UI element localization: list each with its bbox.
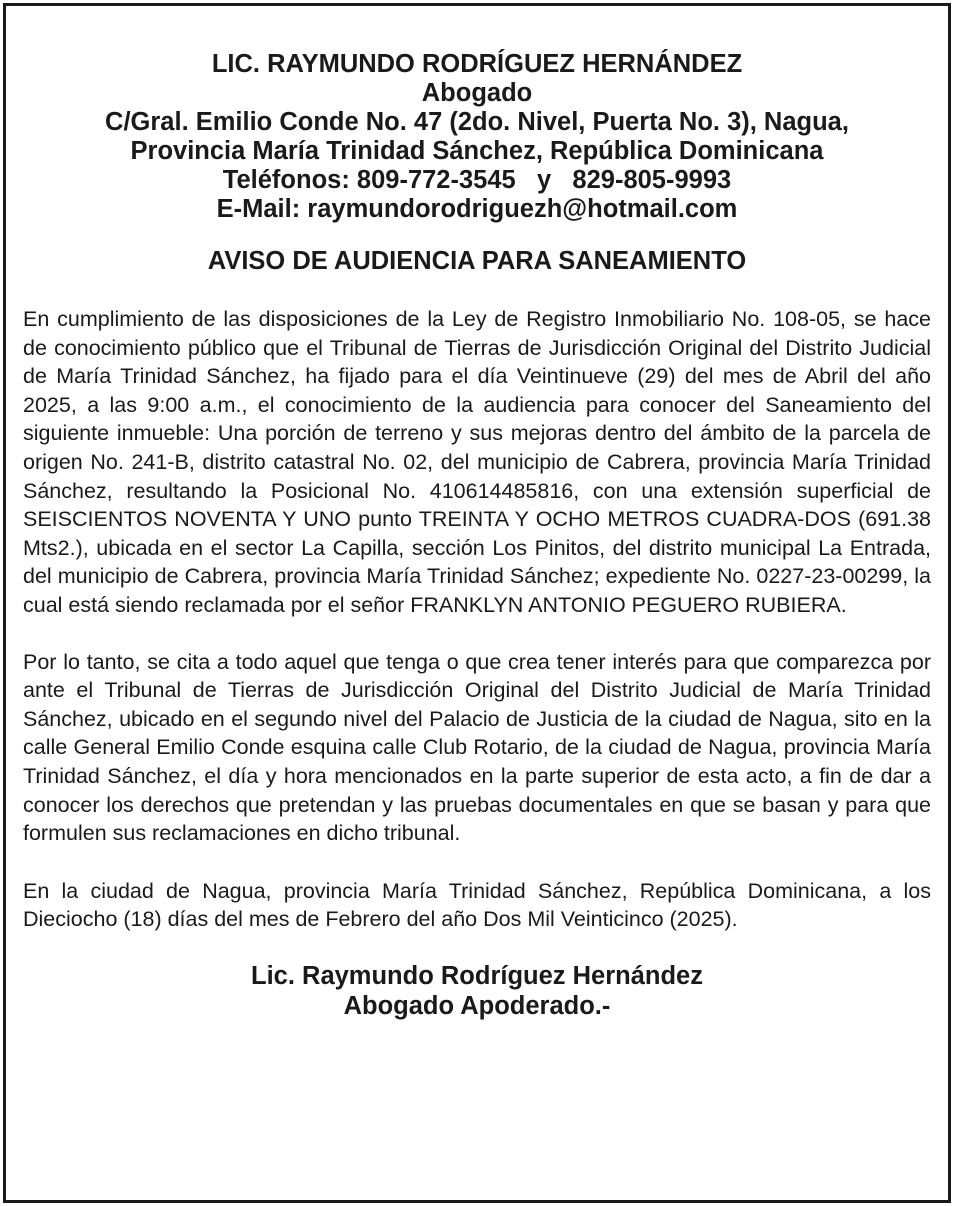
paragraph-summons: Por lo tanto, se cita a todo aquel que tenga o que crea tener interés para que comparezca por ante el Tribunal de Tierras de Jurisdicción Original del Distrito Judicial de María Trinidad Sánchez, ubicado en el segundo nivel del Palacio de Justicia de la ciudad de Nagua, sito en la calle General Emilio Conde esquina calle Club Rotario, de la ciudad de Nagua, provincia María Trinidad Sánchez, el día y hora mencionados en la parte superior de esta acto, a fin de dar a conocer los derechos que pretendan y las pruebas documentales en que se basan y para que formulen sus reclamaciones en dicho tribunal.	[23, 649, 931, 846]
lawyer-name: LIC. RAYMUNDO RODRÍGUEZ HERNÁNDEZ	[211, 50, 743, 78]
signature-role: Abogado Apoderado.-	[343, 991, 611, 1020]
letterhead	[23, 50, 931, 224]
notice-content	[23, 6, 931, 1200]
signature-name: Lic. Raymundo Rodríguez Hernández	[251, 961, 703, 990]
paragraph-place-date: En la ciudad de Nagua, provincia María Trinidad Sánchez, República Dominicana, a los Dieciocho (18) días del mes de Febrero del año Dos Mil Veinticinco (2025).	[23, 878, 931, 932]
email-address: E-Mail: raymundorodriguezh@hotmail.com	[216, 195, 738, 223]
address-line-2: Provincia María Trinidad Sánchez, República Dominicana	[130, 137, 824, 165]
phone-numbers: Teléfonos: 809-772-3545 y 829-805-9993	[222, 166, 732, 194]
signature-block	[23, 961, 931, 1021]
address-line-1: C/Gral. Emilio Conde No. 47 (2do. Nivel, Puerta No. 3), Nagua,	[105, 108, 849, 136]
notice-frame	[3, 3, 951, 1203]
notice-title: AVISO DE AUDIENCIA PARA SANEAMIENTO	[207, 247, 747, 275]
paragraph-notice-details: En cumplimiento de las disposiciones de la Ley de Registro Inmobiliario No. 108-05, se hace de conocimiento público que el Tribunal de Tierras de Jurisdicción Original del Distrito Judicial de María Trinidad Sánchez, ha fijado para el día Veintinueve (29) del mes de Abril del año 2025, a las 9:00 a.m., el conocimiento de la audiencia para conocer del Saneamiento del siguiente inmueble: Una porción de terreno y sus mejoras dentro del ámbito de la parcela de origen No. 241-B, distrito catastral No. 02, del municipio de Cabrera, provincia María Trinidad Sánchez, resultando la Posicional No. 410614485816, con una extensión superficial de SEISCIENTOS NOVENTA Y UNO punto TREINTA Y OCHO METROS CUADRA-DOS (691.38 Mts2.), ubicada en el sector La Capilla, sección Los Pinitos, del distrito municipal La Entrada, del municipio de Cabrera, provincia María Trinidad Sánchez; expediente No. 0227-23-00299, la cual está siendo reclamada por el señor FRANKLYN ANTONIO PEGUERO RUBIERA.	[23, 307, 931, 617]
lawyer-profession: Abogado	[421, 79, 533, 107]
